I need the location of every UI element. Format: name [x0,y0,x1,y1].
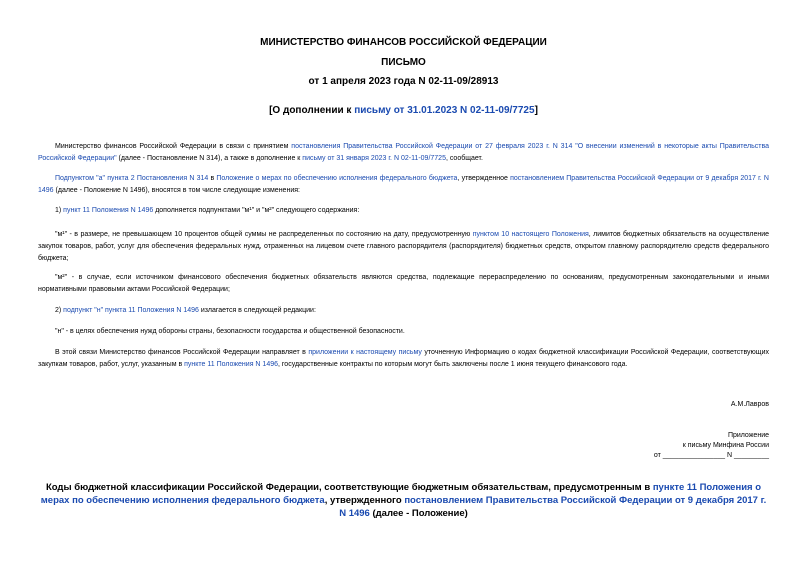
m1-text-2: , лимитов бюджетных обязательств на осуществление закупок товаров, работ, услуг для обеспечения федеральных нужд, отраженных на лицевом счете главного распорядителя (распорядителя) бюджетных средств, открытом главному распорядителю средств федерального бюджета; [38,231,770,262]
subpoint-n-link[interactable]: подпункт "н" пункта 11 Положения N 1496 [63,307,199,314]
signature: А.М.Лавров [730,401,769,408]
item-1-number: 1) [55,207,64,214]
heading-text-1: Коды бюджетной классификации Российской Федерации, соответствующие бюджетным обязательствам, предусмотренным в [45,482,653,493]
paragraph-conclusion [38,347,769,371]
item-1-text: дополняется подпунктами "м¹" и "м²" следующего содержания: [153,207,360,214]
changes-text-3: (далее - Положение N 1496), вносятся в том числе следующие изменения: [53,187,300,194]
paragraph-changes [38,173,769,197]
decree-1496-link[interactable]: постановлением Правительства Российской Федерации от 9 декабря 2017 г. N 1496 [38,175,769,194]
heading-text-2: , утвержденного [324,495,405,506]
appendix-link[interactable]: приложении к настоящему письму [308,349,422,356]
supplement-link[interactable]: письму от 31.01.2023 N 02-11-09/7725 [354,105,535,116]
regulation-link[interactable]: Положение о мерах по обеспечению исполнения федерального бюджета [216,175,458,182]
heading-regulation-link[interactable]: пункте 11 Положения о мерах по обеспечению исполнения федерального бюджета [40,482,762,506]
point-11-1496-link[interactable]: пункте 11 Положения N 1496 [184,361,279,368]
appendix-date-number: от ________________ N _________ [653,452,769,459]
appendix-letter-ref: к письму Минфина России [682,442,769,449]
item-1 [38,205,769,217]
conclusion-text-1: В этой связи Министерство финансов Российской Федерации направляет в [55,349,309,356]
item-2-text: излагается в следующей редакции: [198,307,316,314]
intro-text-3: , сообщает. [445,155,483,162]
item-2-number: 2) [55,307,64,314]
paragraph-intro [38,141,769,165]
letter-7725-link[interactable]: письму от 31 января 2023 г. N 02-11-09/7725 [302,155,446,162]
supplement-close: ] [534,105,538,116]
heading-decree-link[interactable]: постановлением Правительства Российской Федерации от 9 декабря 2017 г. N 1496 [339,495,767,519]
intro-text-1: Министерство финансов Российской Федерации в связи с принятием [55,143,292,150]
subpoint-n: "н" - в целях обеспечения нужд обороны страны, безопасности государства и общественной безопасности. [55,328,405,335]
point-11-link[interactable]: пункт 11 Положения N 1496 [63,207,154,214]
conclusion-text-3: , государственные контракты по которым могут быть заключены после 1 июня текущего финансового года. [278,361,628,368]
point-10-link[interactable]: пунктом 10 настоящего Положения [472,231,589,238]
appendix-heading [38,481,769,520]
item-2 [38,305,769,317]
supplement-open: [О дополнении к [269,105,355,116]
supplement-note [0,105,807,116]
decree-314-link[interactable]: постановления Правительства Российской Федерации от 27 февраля 2023 г. N 314 "О внесении изменений в некоторые акты Правительства Российской Федерации" [38,143,769,162]
subpoint-a-link[interactable]: Подпунктом "а" пункта 2 Постановления N 314 [55,175,209,182]
ministry-title: МИНИСТЕРСТВО ФИНАНСОВ РОССИЙСКОЙ ФЕДЕРАЦИИ [260,37,547,48]
changes-text-2: , утвержденное [457,175,511,182]
heading-text-3: (далее - Положение) [369,508,468,519]
conclusion-text-2: уточненную Информацию о кодах бюджетной классификации Российской Федерации, соответствующих закупкам товаров, работ, услуг, указанным в [38,349,769,368]
document-type: ПИСЬМО [381,57,426,68]
subpoint-m2: "м²" - в случае, если источником финансового обеспечения бюджетных обязательств являются средства, подлежащие перераспределению по основаниям, предусмотренным законодательными и иными нормативными правовыми актами Российской Федерации; [38,274,769,293]
m1-text-1: "м¹" - в размере, не превышающем 10 процентов общей суммы не распределенных по состоянию на дату, предусмотренную [55,231,473,238]
appendix-title: Приложение [727,432,769,439]
changes-text-1: в [208,175,217,182]
document-date-number: от 1 апреля 2023 года N 02-11-09/28913 [308,76,499,87]
intro-text-2: (далее - Постановление N 314), а также в дополнение к [116,155,303,162]
subpoint-m1 [38,229,769,265]
